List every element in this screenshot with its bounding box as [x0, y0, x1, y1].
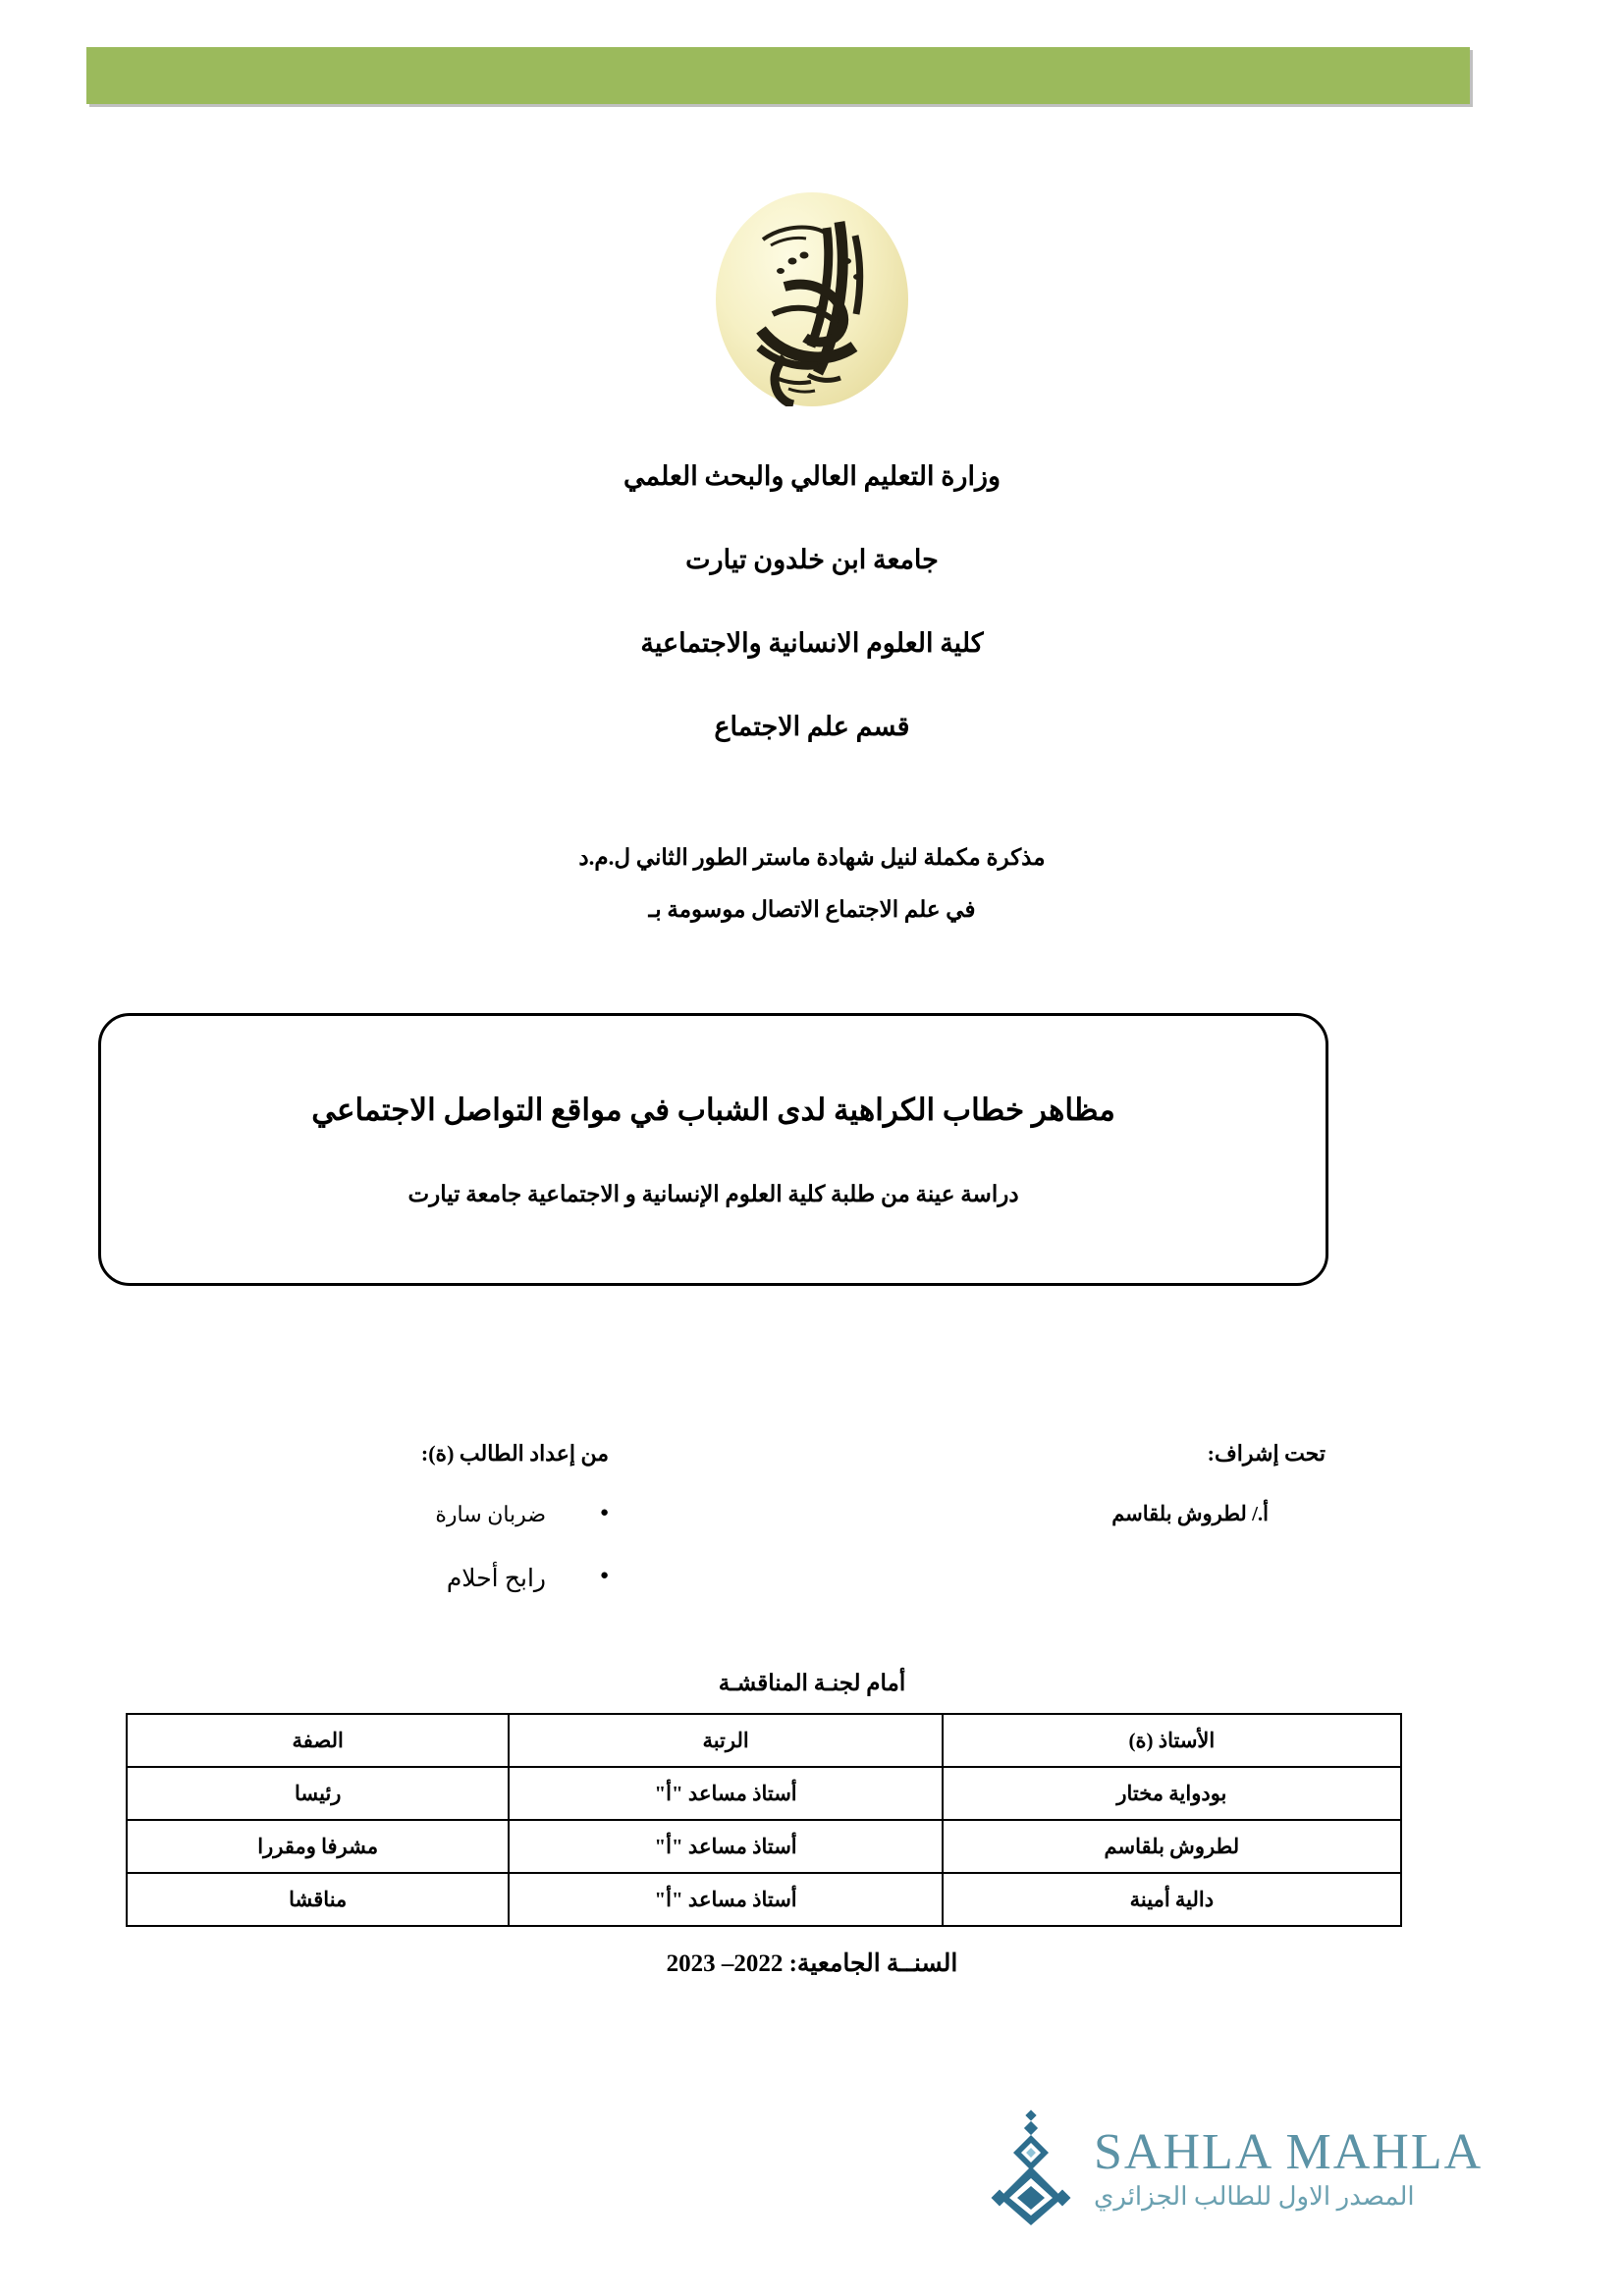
jury-section-title: أمام لجنـة المناقشـة: [718, 1671, 906, 1695]
table-header-row: [127, 1714, 1401, 1767]
faculty-line: كلية العلوم الانسانية والاجتماعية: [640, 628, 984, 658]
cell-rank: أستاذ مساعد "أ": [509, 1873, 942, 1926]
list-item: ● ضربان سارة: [147, 1504, 609, 1525]
table-row: [127, 1767, 1401, 1820]
university-seal-icon: [690, 192, 934, 406]
academic-year: السنــة الجامعية: 2022– 2023: [666, 1950, 958, 1977]
top-green-banner: [86, 47, 1470, 104]
authors-column: [147, 1443, 609, 1632]
cell-professor: بودواية مختار: [943, 1767, 1401, 1820]
thesis-title-box: [98, 1013, 1328, 1286]
cell-role: مشرفا ومقررا: [127, 1820, 509, 1873]
thesis-title: مظاهر خطاب الكراهية لدى الشباب في مواقع التواصل الاجتماعي: [311, 1092, 1115, 1127]
ministry-line: وزارة التعليم العالي والبحث العلمي: [623, 461, 1001, 491]
university-line: جامعة ابن خلدون تيارت: [685, 545, 939, 574]
table-row: [127, 1820, 1401, 1873]
brand-name: SAHLA MAHLA: [1094, 2124, 1484, 2180]
jury-table: [126, 1713, 1402, 1927]
list-item: ● رابح أحلام: [147, 1567, 609, 1591]
cell-professor: لطروش بلقاسم: [943, 1820, 1401, 1873]
thesis-subtitle: دراسة عينة من طلبة كلية العلوم الإنسانية و الاجتماعية جامعة تيارت: [407, 1181, 1019, 1206]
column-header-role: الصفة: [127, 1714, 509, 1767]
sahla-mahla-footer-logo: [980, 2095, 1589, 2242]
memoir-specialty-line: في علم الاجتماع الاتصال موسومة بـ: [648, 897, 976, 922]
memoir-degree-line: مذكرة مكملة لنيل شهادة ماستر الطور الثاني ل.م.د: [578, 845, 1046, 870]
authors-list: [147, 1504, 609, 1591]
institution-heading: [0, 463, 1624, 797]
column-header-professor: الأستاذ (ة): [943, 1714, 1401, 1767]
department-line: قسم علم الاجتماع: [714, 712, 910, 741]
seal-calligraphy-icon: [690, 192, 934, 406]
university-logo-container: [0, 192, 1624, 406]
supervisor-column: [864, 1443, 1326, 1632]
supervisor-label: تحت إشراف:: [1207, 1441, 1326, 1466]
supervisor-name: أ./ لطروش بلقاسم: [1111, 1502, 1269, 1525]
cell-professor: دالية أمينة: [943, 1873, 1401, 1926]
authors-label: من إعداد الطالب (ة):: [420, 1441, 609, 1466]
column-header-rank: الرتبة: [509, 1714, 942, 1767]
memoir-statement: [0, 846, 1624, 950]
brand-tagline: المصدر الاول للطالب الجزائري: [1094, 2182, 1415, 2211]
cell-role: مناقشا: [127, 1873, 509, 1926]
sahla-mahla-diamond-icon: [980, 2109, 1082, 2227]
authors-supervisor-row: [147, 1443, 1326, 1632]
footer-logo-text: [1094, 2124, 1484, 2211]
cell-rank: أستاذ مساعد "أ": [509, 1767, 942, 1820]
table-row: [127, 1873, 1401, 1926]
cell-role: رئيسا: [127, 1767, 509, 1820]
cell-rank: أستاذ مساعد "أ": [509, 1820, 942, 1873]
